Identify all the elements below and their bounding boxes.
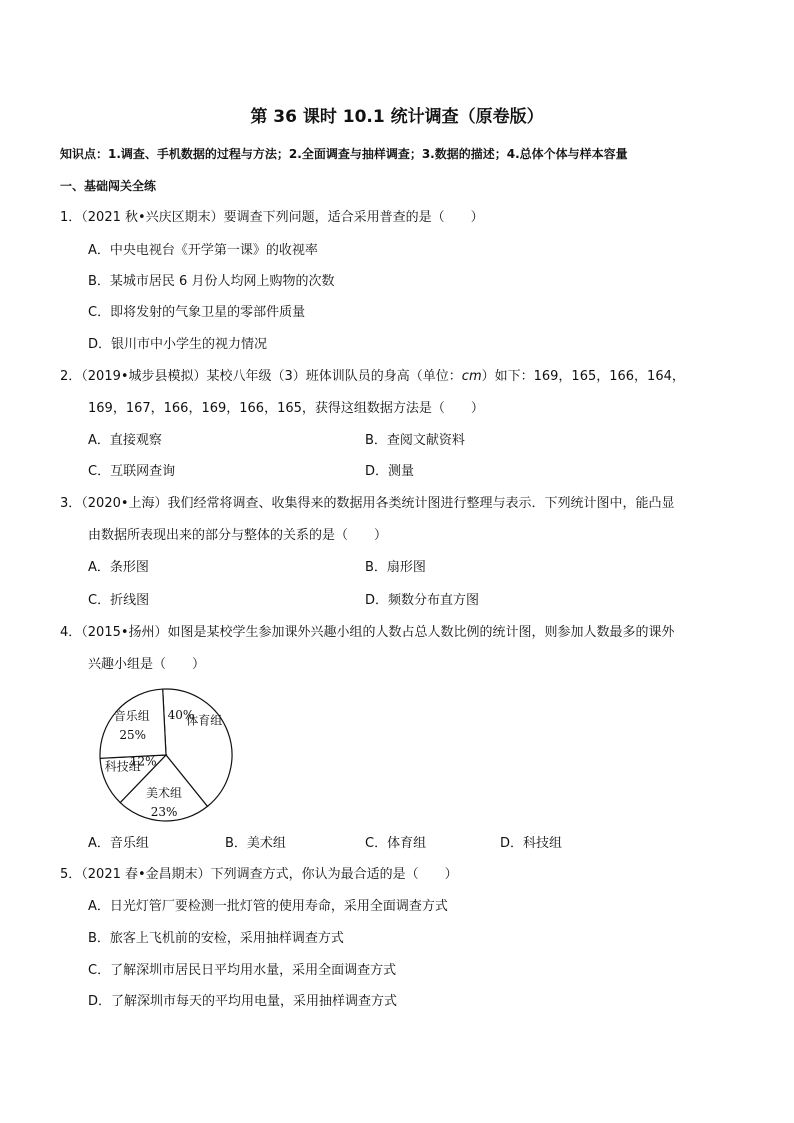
- q4-option-b: B．美术组: [225, 836, 286, 851]
- pie-percent-sports: 40%: [167, 708, 195, 722]
- q5-option-b: B．旅客上飞机前的安检，采用抽样调查方式: [88, 931, 344, 946]
- q2-stem-line2: 169，167，166，169，166，165，获得这组数据方法是（ ）: [88, 401, 484, 416]
- pie-percent-tech: 12%: [129, 754, 157, 769]
- page-title: 第 36 课时 10.1 统计调查（原卷版）: [250, 107, 544, 127]
- q5-option-d: D．了解深圳市每天的平均用电量，采用抽样调查方式: [88, 994, 398, 1009]
- q4-option-c: C．体育组: [365, 836, 427, 851]
- q2-option-d: D．测量: [365, 464, 415, 479]
- q4-option-d: D．科技组: [500, 836, 563, 851]
- q3-stem-line1: 3．（2020•上海）我们经常将调查、收集得来的数据用各类统计图进行整理与表示．下列统计图中，能凸显: [60, 496, 675, 511]
- q1-stem: 1．（2021 秋•兴庆区期末）要调查下列问题，适合采用普查的是（ ）: [60, 210, 484, 225]
- q2-option-a: A．直接观察: [88, 433, 162, 448]
- q4-stem-line2: 兴趣小组是（ ）: [88, 657, 206, 672]
- q3-option-c: C．折线图: [88, 593, 150, 608]
- q4-stem-line1: 4．（2015•扬州）如图是某校学生参加课外兴趣小组的人数占总人数比例的统计图，则参加人数最多的课外: [60, 625, 675, 640]
- q1-option-a: A．中央电视台《开学第一课》的收视率: [88, 243, 318, 258]
- q5-option-a: A．日光灯管厂要检测一批灯管的使用寿命，采用全面调查方式: [88, 899, 448, 914]
- pie-slice-music: [100, 689, 166, 758]
- q2-stem-post: ）如下：169，165，166，164，: [481, 369, 685, 384]
- q2-option-b: B．查阅文献资料: [365, 433, 465, 448]
- q5-stem: 5．（2021 春•金昌期末）下列调查方式，你认为最合适的是（ ）: [60, 867, 458, 882]
- section-heading: 一、基础闯关全练: [60, 179, 157, 193]
- q5-option-c: C．了解深圳市居民日平均用水量，采用全面调查方式: [88, 963, 397, 978]
- q2-stem-line1: [60, 368, 685, 386]
- q3-option-b: B．扇形图: [365, 560, 426, 575]
- knowledge-points: 知识点：1.调查、手机数据的过程与方法；2.全面调查与抽样调查；3.数据的描述；4.总体个体与样本容量: [60, 147, 628, 161]
- pie-label-art: 美术组: [145, 786, 182, 801]
- q2-stem-pre: 2．（2019•城步县模拟）某校八年级（3）班体训队员的身高（单位：: [60, 369, 462, 384]
- q3-option-a: A．条形图: [88, 560, 149, 575]
- q1-option-d: D．银川市中小学生的视力情况: [88, 337, 268, 352]
- pie-label-sports: 体育组: [186, 713, 223, 728]
- pie-label-music: 音乐组: [113, 709, 150, 724]
- q1-option-c: C．即将发射的气象卫星的零部件质量: [88, 305, 306, 320]
- q2-option-c: C．互联网查询: [88, 464, 176, 479]
- interest-group-pie-chart: [88, 685, 238, 825]
- pie-percent-art: 23%: [150, 804, 178, 819]
- q1-option-b: B．某城市居民 6 月份人均网上购物的次数: [88, 274, 335, 289]
- pie-percent-music: 25%: [119, 727, 147, 742]
- q3-stem-line2: 由数据所表现出来的部分与整体的关系的是（ ）: [88, 528, 388, 543]
- q4-option-a: A．音乐组: [88, 836, 149, 851]
- pie-label-tech: 科技组: [104, 759, 141, 774]
- q2-unit: cm: [461, 369, 482, 384]
- q3-option-d: D．频数分布直方图: [365, 593, 480, 608]
